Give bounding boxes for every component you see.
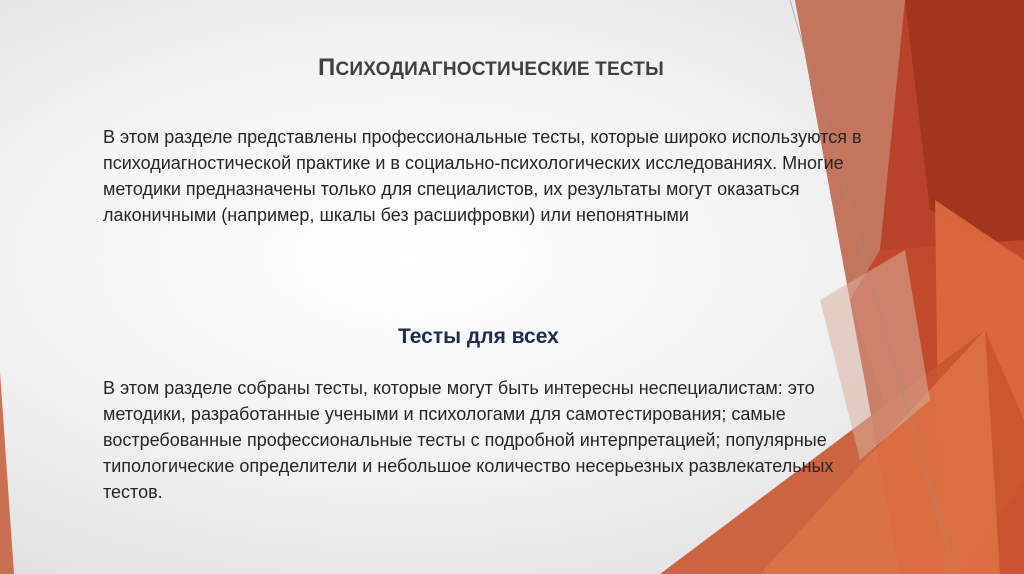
left-facet	[0, 372, 14, 574]
slide-title	[318, 54, 738, 82]
section-paragraph: В этом разделе собраны тесты, которые могут быть интересны неспециалистам: это методики, разработанные учеными и психологами для самотестирования; самые востребованные профессиональные тесты с подробной интерпретацией; популярные типологические определители и небольшое количество несерьезных развлекательных тестов.	[103, 378, 834, 502]
section-subtitle: Тесты для всех	[398, 325, 559, 348]
slide-title-rest: СИХОДИАГНОСТИЧЕСКИЕ ТЕСТЫ	[335, 59, 664, 80]
intro-paragraph: В этом разделе представлены профессиональные тесты, которые широко используются в психодиагностической практике и в социально-психологических исследованиях. Многие методики предназначены только для специалистов, их результаты могут оказаться лаконичными (например, шкалы без расшифровки) или непонятными	[103, 127, 862, 225]
slide-title-initial: П	[318, 54, 336, 81]
